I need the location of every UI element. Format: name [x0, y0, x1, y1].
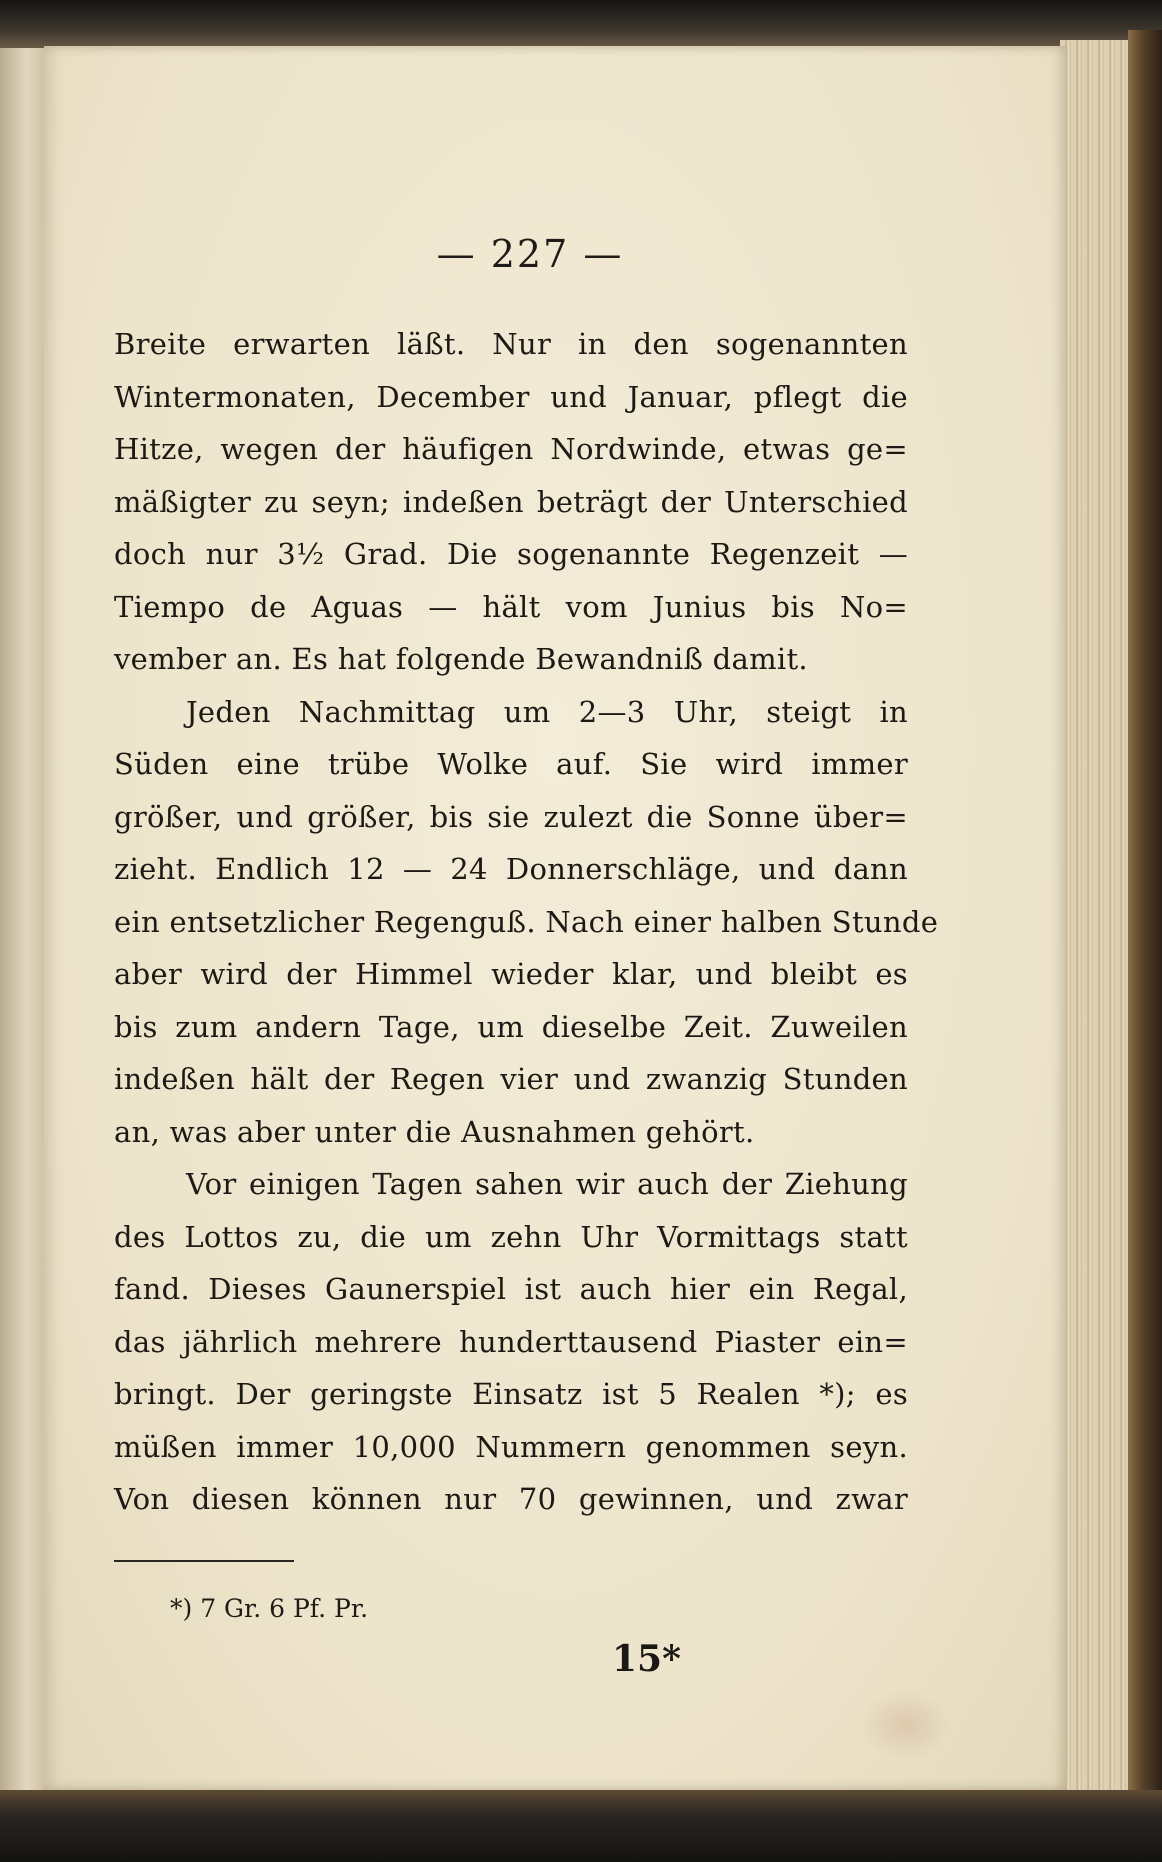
text-line: müßen immer 10,000 Nummern genommen seyn. — [114, 1429, 908, 1464]
footnote-divider — [114, 1560, 294, 1562]
text-line: Von diesen können nur 70 gewinnen, und zwar — [114, 1482, 908, 1516]
text-line: bringt. Der geringste Einsatz ist 5 Realen *); es — [114, 1377, 908, 1411]
text-line: mäßigter zu seyn; indeßen beträgt der Unterschied — [114, 484, 908, 519]
text-line: aber wird der Himmel wieder klar, und bleibt es — [114, 957, 908, 991]
footnote: *) 7 Gr. 6 Pf. Pr. — [170, 1594, 369, 1623]
text-line: Wintermonaten, December und Januar, pflegt die — [114, 379, 908, 414]
text-line: fand. Dieses Gaunerspiel ist auch hier ein Regal, — [114, 1272, 908, 1306]
text-line: vember an. Es hat folgende Bewandniß damit. — [114, 642, 808, 676]
text-line: doch nur 3½ Grad. Die sogenannte Regenzeit — — [114, 537, 908, 571]
text-line: zieht. Endlich 12 — 24 Donnerschläge, und dann — [114, 852, 908, 886]
text-line: Hitze, wegen der häufigen Nordwinde, etwas ge= — [114, 432, 908, 466]
text-line: Breite erwarten läßt. Nur in den sogenannten — [114, 327, 908, 361]
text-line: indeßen hält der Regen vier und zwanzig Stunden — [114, 1062, 908, 1096]
text-line: ein entsetzlicher Regenguß. Nach einer halben Stunde — [114, 904, 939, 939]
body-text — [114, 318, 939, 1526]
signature-mark: 15* — [612, 1638, 681, 1680]
page-number: — 227 — — [436, 232, 624, 276]
book-cover-bottom-edge — [0, 1790, 1162, 1862]
text-line: des Lottos zu, die um zehn Uhr Vormittags statt — [114, 1219, 908, 1254]
text-line: Tiempo de Aguas — hält vom Junius bis No= — [114, 589, 908, 624]
text-line: bis zum andern Tage, um dieselbe Zeit. Zuweilen — [114, 1009, 908, 1044]
text-line: das jährlich mehrere hunderttausend Piaster ein= — [114, 1324, 908, 1359]
facing-page-edge — [0, 48, 44, 1790]
text-line: Jeden Nachmittag um 2—3 Uhr, steigt in — [186, 694, 908, 729]
book-cover-top-edge — [0, 0, 1162, 48]
text-line: Vor einigen Tagen sahen wir auch der Ziehung — [186, 1167, 908, 1201]
text-line: an, was aber unter die Ausnahmen gehört. — [114, 1114, 755, 1149]
text-line: Süden eine trübe Wolke auf. Sie wird immer — [114, 747, 908, 781]
book-cover-side — [1128, 30, 1162, 1800]
text-line: größer, und größer, bis sie zulezt die Sonne über= — [114, 799, 908, 834]
paper-stain — [860, 1690, 950, 1760]
